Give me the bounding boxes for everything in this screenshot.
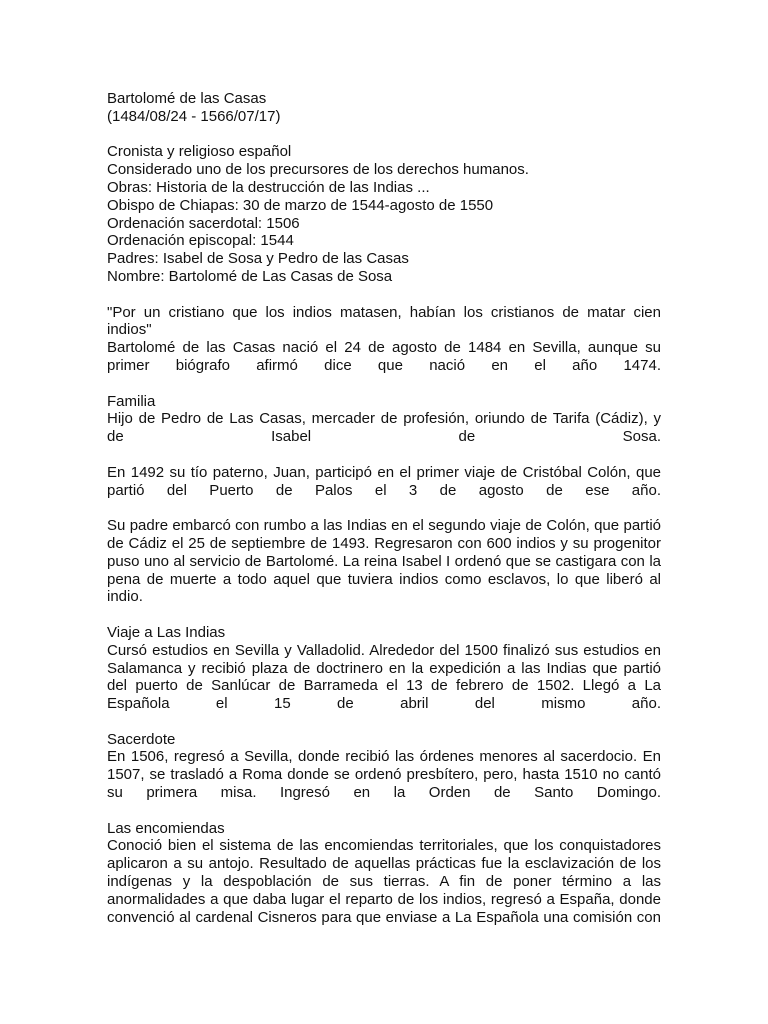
section-heading: Familia [107,392,156,410]
fact-line: Padres: Isabel de Sosa y Pedro de las Casas [107,250,409,268]
fact-line: Cronista y religioso español [107,143,292,161]
fact-line: Obispo de Chiapas: 30 de marzo de 1544-agosto de 1550 [107,196,494,214]
document-header [107,90,661,126]
section-sacerdote [107,731,661,802]
paragraph: En 1492 su tío paterno, Juan, participó en el primer viaje de Cristóbal Colón, que partió del Puerto de Palos el 3 de agosto de ese año. [107,463,661,499]
section-heading: Viaje a Las Indias [107,623,226,641]
life-dates: (1484/08/24 - 1566/07/17) [107,107,281,125]
paragraph: Cursó estudios en Sevilla y Valladolid. Alrededor del 1500 finalizó sus estudios en Salamanca y recibió plaza de doctrinero en la expedición a las Indias que partió del puerto de Sanlúcar de Barrameda el 13 de febrero de 1502. Llegó a La Española el 15 de abril del mismo año. [107,641,661,713]
quote-paragraph: "Por un cristiano que los indios matasen, habían los cristianos de matar cien indios" [107,303,661,339]
fact-line: Obras: Historia de la destrucción de las Indias ... [107,178,430,196]
section-heading: Sacerdote [107,730,176,748]
section-viaje [107,624,661,713]
section-familia-father [107,517,661,606]
paragraph: Conoció bien el sistema de las encomiendas territoriales, que los conquistadores aplicaron a su antojo. Resultado de aquellas prácticas fue la esclavización de los indígenas y la despoblación de sus tierras. A fin de poner término a las anormalidades a que daba lugar el reparto de los indios, regresó a España, donde convenció al cardenal Cisneros para que enviase a La Española una comisión con [107,837,661,926]
document-title: Bartolomé de las Casas [107,90,267,107]
fact-line: Nombre: Bartolomé de Las Casas de Sosa [107,267,393,285]
section-encomiendas [107,820,661,927]
document-page [107,90,661,944]
section-familia-voyage [107,464,661,500]
paragraph: Hijo de Pedro de Las Casas, mercader de profesión, oriundo de Tarifa (Cádiz), y de Isabel de Sosa. [107,410,661,446]
birth-paragraph: Bartolomé de las Casas nació el 24 de agosto de 1484 en Sevilla, aunque su primer biógrafo afirmó dice que nació en el año 1474. [107,339,661,374]
paragraph: Su padre embarcó con rumbo a las Indias en el segundo viaje de Colón, que partió de Cádiz el 25 de septiembre de 1493. Regresaron con 600 indios y su progenitor puso uno al servicio de Bartolomé. La reina Isabel I ordenó que se castigara con la pena de muerte a todo aquel que tuviera indios como esclavos, lo que liberó al indio. [107,517,661,606]
paragraph: En 1506, regresó a Sevilla, donde recibió las órdenes menores al sacerdocio. En 1507, se trasladó a Roma donde se ordenó presbítero, pero, hasta 1510 no cantó su primera misa. Ingresó en la Orden de Santo Domingo. [107,748,661,802]
section-heading: Las encomiendas [107,819,225,837]
intro-section [107,304,661,375]
fact-line: Ordenación episcopal: 1544 [107,232,294,250]
section-familia [107,393,661,446]
facts-list [107,143,661,285]
fact-line: Considerado uno de los precursores de los derechos humanos. [107,161,529,179]
fact-line: Ordenación sacerdotal: 1506 [107,214,300,232]
